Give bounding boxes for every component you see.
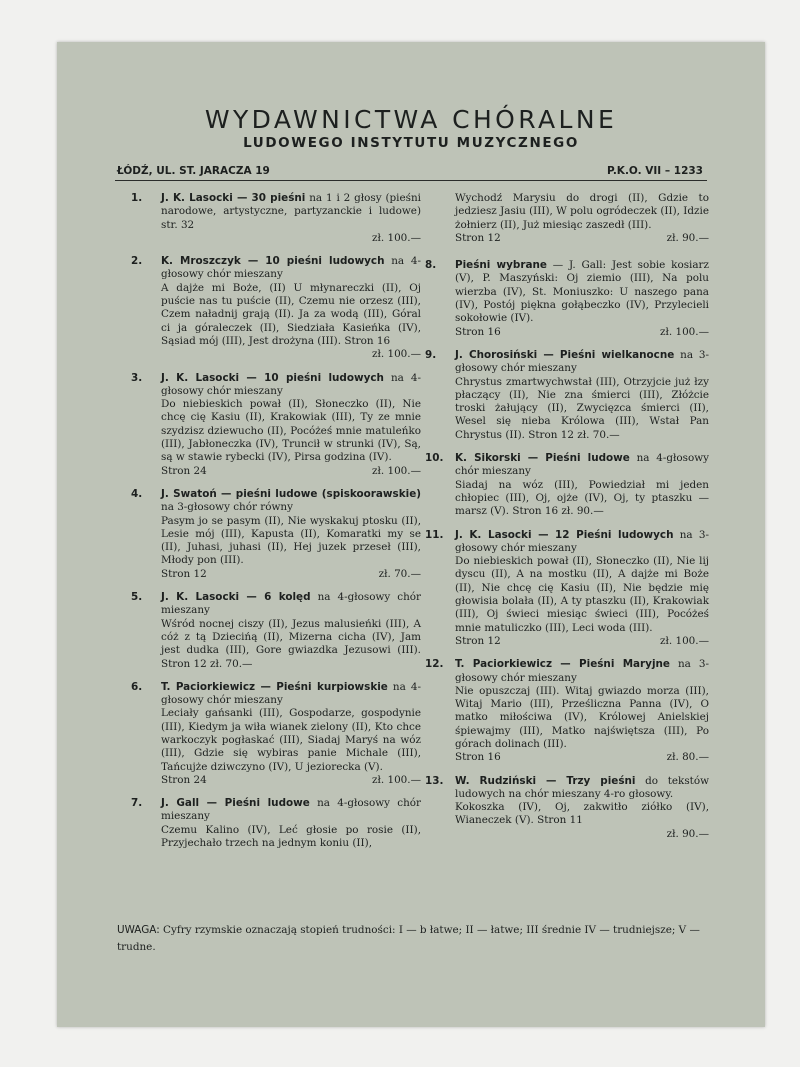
entry-works: Leciały gańsanki (III), Gospodarze, gospodynie (III), Kiedym ja wiła wianek zielony (II), Kto chce warkoczyk pogłaskać (III), Siadaj Maryś na wóz (III), Gdzie się wybiras panie Michale (III), Tańcujże dziwczyno (IV), U jeziorecka (V).: [161, 707, 421, 773]
right-column: [425, 192, 709, 851]
entry-description: na 4-głosowy chór mieszany: [161, 371, 421, 397]
entry-heading: J. Swatoń — pieśni ludowe (spiskoorawskie): [161, 487, 421, 500]
page-subtitle: LUDOWEGO INSTYTUTU MUZYCZNEGO: [243, 135, 579, 151]
entry-description: na 3-głosowy chór równy: [161, 501, 293, 514]
catalog-entry: [131, 372, 421, 478]
catalog-entry: [131, 488, 421, 581]
left-column: [131, 192, 421, 860]
entry-heading: J. K. Lasocki — 10 pieśni ludowych: [161, 371, 384, 384]
entry-works: Siadaj na wóz (III), Powiedział mi jeden chłopiec (III), Oj, ojże (IV), Oj, ty ptaszku — marsz (V). Stron 16 zł. 90.—: [455, 478, 709, 518]
entry-footer: [455, 635, 709, 648]
page-title: WYDAWNICTWA CHÓRALNE: [204, 105, 618, 134]
entry-works: Do niebieskich pował (II), Słoneczko (II), Nie lij dyscu (II), A na mostku (II), A dajże mi Boże (II), Nie chcę cię Kasiu (II), Nie będzie mię głowisia bolała (II), A ty ptaszku (II), Krakowiak (III), Oj świeci miesiąc świeci (III), Pocóżeś mnie matuliczko (III), Leci woda (III).: [455, 555, 709, 634]
entry-description: na 3-głosowy chór mieszany: [455, 528, 709, 554]
entry-footer: [161, 465, 421, 478]
entry-description: na 4-głosowy chór mieszany: [161, 591, 421, 617]
entry-heading: J. K. Lasocki — 30 pieśni: [161, 192, 306, 204]
entry-description: na 1 i 2 głosy (pieśni narodowe, artystyczne, partyzanckie i ludowe) str. 32: [161, 192, 421, 231]
entry-works: Chrystus zmartwychwstał (III), Otrzyjcie już łzy płaczący (II), Nie zna śmierci (III), Złóżcie troski żałujący (II), Zwycięzca śmierci (II), Wesel się nieba Królowa (III), Wstał Pan Chrystus (II). Stron 12 zł. 70.—: [455, 375, 709, 441]
entry-heading: J. Gall — Pieśni ludowe: [161, 797, 310, 810]
entry-description: na 4-głosowy chór mieszany: [161, 255, 421, 281]
entry-description: do tekstów ludowych na chór mieszany 4-ro głosowy.: [455, 774, 709, 800]
entry-price: zł. 90.—: [666, 827, 709, 840]
entry-footer: [455, 828, 709, 841]
entry-number: 4.: [131, 487, 143, 500]
bank-account: P.K.O. VII – 1233: [607, 165, 703, 177]
entry-description: na 4-głosowy chór mieszany: [161, 680, 421, 707]
catalog-entry: [425, 529, 709, 649]
entry-works: A dajże mi Boże, (II) U młynareczki (II), Oj puście nas tu puście (II), Czemu nie orzesz (III), Czem naładnij grają (II). Ja za wodą (III), Góral ci ja góraleczek (II), Siedziała Kasieńka (IV), Sąsiad mój (III), Jest drożyna (III). Stron 16: [161, 281, 421, 347]
entry-heading: J. K. Lasocki — 6 kolęd: [161, 591, 311, 604]
catalog-entry: [131, 255, 421, 361]
entry-works: Kokoszka (IV), Oj, zakwitło ziółko (IV), Wianeczek (V). Stron 11: [455, 801, 709, 827]
entry-footer: [455, 326, 709, 339]
entry-works: Wychodź Marysiu do drogi (II), Gdzie to jedziesz Jasiu (III), W polu ogródeczek (II), Idzie żołnierz (II), Już miesiąc zaszedł (III).: [455, 192, 709, 231]
right-entry-list: [425, 259, 709, 841]
entry-description: na 3-głosowy chór mieszany: [455, 348, 709, 375]
entry-price: zł. 100.—: [372, 773, 421, 786]
entry-pages: Stron 12: [455, 231, 501, 244]
entry-number: 8.: [425, 259, 437, 272]
entry-pages: Stron 12: [161, 567, 207, 580]
catalog-entry: [131, 192, 421, 245]
entry-7-continuation: [425, 192, 709, 245]
entry-pages: Stron 16: [455, 751, 501, 764]
entry-heading: J. K. Lasocki — 12 Pieśni ludowych: [455, 528, 674, 541]
entry-number: 11.: [425, 528, 444, 541]
entry-heading: K. Sikorski — Pieśni ludowe: [455, 452, 630, 465]
entry-description: na 3-głosowy chór mieszany: [455, 658, 709, 684]
entry-number: 13.: [425, 774, 444, 787]
entry-number: 6.: [131, 680, 143, 693]
publisher-address: ŁÓDŹ, UL. ST. JARACZA 19: [117, 165, 270, 177]
entry-footer: [161, 568, 421, 581]
entry-footer: [161, 348, 421, 361]
entry-heading: W. Rudziński — Trzy pieśni: [455, 774, 636, 787]
difficulty-note: [117, 922, 719, 956]
entry-number: 5.: [131, 591, 143, 604]
catalog-entry: [131, 681, 421, 787]
entry-price: zł. 70.—: [378, 567, 421, 580]
entry-number: 7.: [131, 797, 143, 810]
entry-heading: Pieśni wybrane: [455, 259, 547, 272]
header-divider: [115, 180, 707, 181]
entry-price: zł. 80.—: [666, 751, 709, 764]
catalog-entry: [425, 658, 709, 764]
entry-pages: Stron 12: [455, 634, 501, 647]
entry-footer: [161, 232, 421, 245]
entry-price: zł. 100.—: [660, 325, 709, 338]
leaflet-page: [57, 42, 765, 1027]
entry-heading: T. Paciorkiewicz — Pieśni kurpiowskie: [161, 680, 388, 693]
entry-footer: [455, 751, 709, 764]
entry-number: 3.: [131, 371, 143, 384]
entry-pages: Stron 16: [455, 325, 501, 338]
entry-footer: [455, 232, 709, 245]
entry-number: 1.: [131, 192, 143, 204]
entry-number: 9.: [425, 348, 437, 361]
entry-description: na 4-głosowy chór mieszany: [161, 797, 422, 823]
entry-description: na 4-głosowy chór mieszany: [455, 452, 709, 478]
entry-number: 10.: [425, 452, 444, 465]
entry-number: 12.: [425, 658, 444, 671]
note-text: Cyfry rzymskie oznaczają stopień trudności: I — b łatwe; II — łatwe; III średnie IV — trudniejsze; V — trudne.: [117, 924, 700, 953]
entry-works: Nie opuszczaj (III). Witaj gwiazdo morza (III), Witaj Mario (III), Prześliczna Panna (IV), O matko miłościwa (IV), Królowej Anielskiej śpiewajmy (III), Matko najświętsza (III), Po górach dolinach (III).: [455, 684, 709, 750]
entry-pages: Stron 24: [161, 464, 207, 477]
entry-pages: Stron 24: [161, 773, 207, 786]
entry-heading: J. Chorosiński — Pieśni wielkanocne: [455, 348, 675, 361]
entry-description: — J. Gall: Jest sobie kosiarz (V), P. Maszyński: Oj ziemio (III), Na polu wierzba (IV), St. Moniuszko: U naszego pana (IV), Postój piękna gołąbeczko (IV), Przylecieli sokołowie (IV).: [455, 259, 709, 325]
catalog-entry: [425, 775, 709, 841]
entry-price: zł. 100.—: [372, 464, 421, 477]
catalog-entry: [131, 797, 421, 850]
entry-works: Wśród nocnej ciszy (II), Jezus malusieńki (III), A cóż z tą Dziecińą (II), Mizerna cicha (IV), Jam jest dudka (III), Gore gwiazdka Jezusowi (III). Stron 12 zł. 70.—: [161, 617, 421, 670]
entry-works: Czemu Kalino (IV), Leć głosie po rosie (II), Przyjechało trzech na jednym koniu (II),: [161, 823, 421, 850]
entry-price: zł. 100.—: [372, 348, 421, 361]
catalog-entry: [131, 591, 421, 671]
entry-price: zł. 100.—: [372, 231, 421, 244]
entry-heading: K. Mroszczyk — 10 pieśni ludowych: [161, 255, 385, 268]
entry-number: 2.: [131, 255, 143, 268]
entry-price: zł. 100.—: [660, 634, 709, 647]
catalog-entry: [425, 452, 709, 518]
entry-price: zł. 90.—: [666, 231, 709, 244]
entry-footer: [161, 774, 421, 787]
catalog-entry: [425, 259, 709, 339]
entry-works: Do niebieskich pował (II), Słoneczko (II), Nie chcę cię Kasiu (II), Krakowiak (III), Ty ze mnie szydzisz dziewucho (II), Pocóżeś mnie matuleńko (III), Jabłoneczka (IV), Truncił w strunki (IV), Są, są w stawie rybecki (IV), Pirsa godzina (IV).: [161, 398, 421, 464]
catalog-entry: [425, 349, 709, 442]
entry-heading: T. Paciorkiewicz — Pieśni Maryjne: [455, 658, 670, 671]
entry-works: Pasym jo se pasym (II), Nie wyskakuj ptosku (II), Lesie mój (III), Kapusta (II), Komaratki my se (II), Juhasi, juhasi (II), Hej juzek przeseł (III), Młody pon (III).: [161, 514, 421, 567]
note-label: UWAGA:: [117, 924, 160, 936]
